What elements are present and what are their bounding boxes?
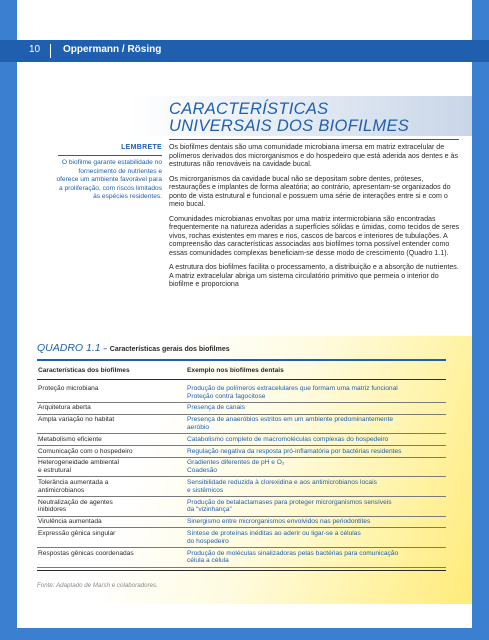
table-row [37,548,446,568]
example-cell-line: Coadesão [187,467,218,475]
page-number: 10 [29,44,41,55]
body-paragraph: Os microrganismos da cavidade bucal não se depositam sobre dentes, próteses, restaurações e implantes de forma aleatória; ao contrário, apresentam-se organizados do ponto de vista estrutural e funcional e possuem uma série de interações entre si e com o meio bucal. [169,174,451,208]
quadro-rule-top [37,359,446,361]
quadro-number: QUADRO 1.1 [37,342,101,354]
body-text [169,143,463,295]
example-cell-line: Produção de polímeros extracelulares que formam uma matriz funcional [187,384,398,392]
column-header-examples: Exemplo nos biofilmes dentais [186,363,446,379]
characteristic-cell [37,434,186,446]
sidebar-text: O biofilme garante estabilidade no fornecimento de nutrientes e oferece um ambiente favorável para a proliferação, com riscos limitados às espécies residentes. [56,159,162,201]
example-cell [186,548,446,568]
characteristic-cell-line: Respostas gênicas coordenadas [38,549,134,557]
characteristic-cell-line: Virulência aumentada [38,518,102,526]
example-cell [186,414,446,434]
example-cell-line: Regulação negativa da resposta pró-inflamatória por bactérias residentes [187,447,402,455]
example-cell-line: Produção de betalactamases para proteger microrganismos sensíveis [187,498,392,506]
quadro-source: Fonte: Adaptado de Marsh e colaboradores. [37,582,158,589]
quadro-title-text: Características gerais dos biofilmes [109,346,230,353]
example-cell-line: Presença de canais [187,404,245,412]
characteristic-cell [37,402,186,414]
table-row [37,477,446,497]
example-cell-line: do hospedeiro [187,537,229,545]
body-paragraph: A estrutura dos biofilmes facilita o processamento, a distribuição e a absorção de nutrientes. A matriz extracelular abriga um sistema circulatório primitivo que permeia o interior do biofilme e proporciona [169,263,459,288]
example-cell [186,434,446,446]
sidebar-rule [58,155,162,156]
example-cell-line: aeróbio [187,423,209,431]
example-cell-line: célula a célula [187,557,229,565]
characteristic-cell [37,516,186,528]
running-head: Oppermann / Rösing [63,44,162,55]
example-cell-line: Gradientes diferentes de pH e O₂ [187,459,285,467]
characteristic-cell [37,528,186,548]
chapter-title-line-2: UNIVERSAIS DOS BIOFILMES [169,117,410,135]
example-cell-line: Sinergismo entre microrganismos envolvidos nas periodontites [187,518,371,526]
table-row [37,528,446,548]
header-divider [50,44,51,58]
characteristic-cell-line: Tolerância aumentada a [38,478,109,486]
table-row [37,402,446,414]
characteristic-cell-line: antimicrobianos [38,486,85,494]
example-cell-line: e sistêmicos [187,486,224,494]
example-cell [186,379,446,402]
characteristic-cell [37,548,186,568]
characteristic-cell-line: Comunicação com o hospedeiro [38,447,133,455]
table-row [37,457,446,477]
example-cell-line: da “vizinhança” [187,506,232,514]
table-row [37,497,446,517]
table-row [37,434,446,446]
quadro-dash: – [103,346,108,353]
quadro-rule-bottom [37,570,446,571]
example-cell-line: Proteção contra fagocitose [187,392,266,400]
table-row [37,446,446,458]
body-paragraph: Os biofilmes dentais são uma comunidade microbiana imersa em matriz extracelular de polímeros derivados dos microrganismos e do hospedeiro que está aderida aos dentes e às estruturas não renováveis na cavidade bucal. [169,143,459,168]
sidebar-label: LEMBRETE [121,144,162,151]
characteristic-cell [37,446,186,458]
example-cell [186,516,446,528]
title-rule [169,139,459,140]
example-cell-line: Presença de anaeróbios estritos em um ambiente predominantemente [187,416,393,424]
example-cell [186,457,446,477]
characteristic-cell-line: e estrutural [38,467,71,475]
characteristic-cell [37,457,186,477]
example-cell-line: Sensibilidade reduzida à clorexidina e aos antimicrobianos locais [187,478,377,486]
characteristic-cell-line: Neutralização de agentes [38,498,113,506]
example-cell-line: Produção de moléculas sinalizadoras pelas bactérias para comunicação [187,549,399,557]
page-frame-left [0,0,17,640]
characteristic-cell [37,477,186,497]
characteristic-cell-line: inibidores [38,506,67,514]
example-cell-line: Síntese de proteínas inéditas ao aderir ou ligar-se a células [187,529,361,537]
characteristic-cell-line: Ampla variação no habitat [38,416,115,424]
characteristic-cell-line: Heterogeneidade ambiental [38,459,120,467]
characteristic-cell [37,497,186,517]
body-paragraph: Comunidades microbianas envoltas por uma matriz intermicrobiana são encontradas frequentemente na natureza aderidas a superfícies sólidas e úmidas, como tecidos de seres vivos, rochas existentes em mares e rios, cascos de barcos e interiores de tubulações. A compreensão das características associadas aos biofilmes torna possível entender como essas comunidades complexas beneficiam-se desse modo de crescimento (Quadro 1.1). [169,214,460,257]
characteristic-cell [37,379,186,402]
column-header-characteristics: Características dos biofilmes [37,363,186,379]
page-frame-bottom [0,628,489,640]
characteristic-cell [37,414,186,434]
example-cell [186,528,446,548]
chapter-title [169,101,459,135]
characteristic-cell-line: Metabolismo eficiente [38,435,102,443]
characteristic-cell-line: Expressão gênica singular [38,529,116,537]
table-row [37,414,446,434]
quadro-title [37,342,230,354]
quadro-table [37,363,446,568]
characteristic-cell-line: Proteção microbiana [38,384,99,392]
table-row [37,379,446,402]
example-cell [186,497,446,517]
characteristic-cell-line: Arquitetura aberta [38,404,91,412]
example-cell [186,402,446,414]
example-cell [186,477,446,497]
page-frame-right [472,0,489,640]
chapter-title-line-1: CARACTERÍSTICAS [169,100,329,118]
example-cell [186,446,446,458]
table-header-row [37,363,446,379]
table-row [37,516,446,528]
example-cell-line: Catabolismo completo de macromoléculas complexas do hospedeiro [187,435,389,443]
